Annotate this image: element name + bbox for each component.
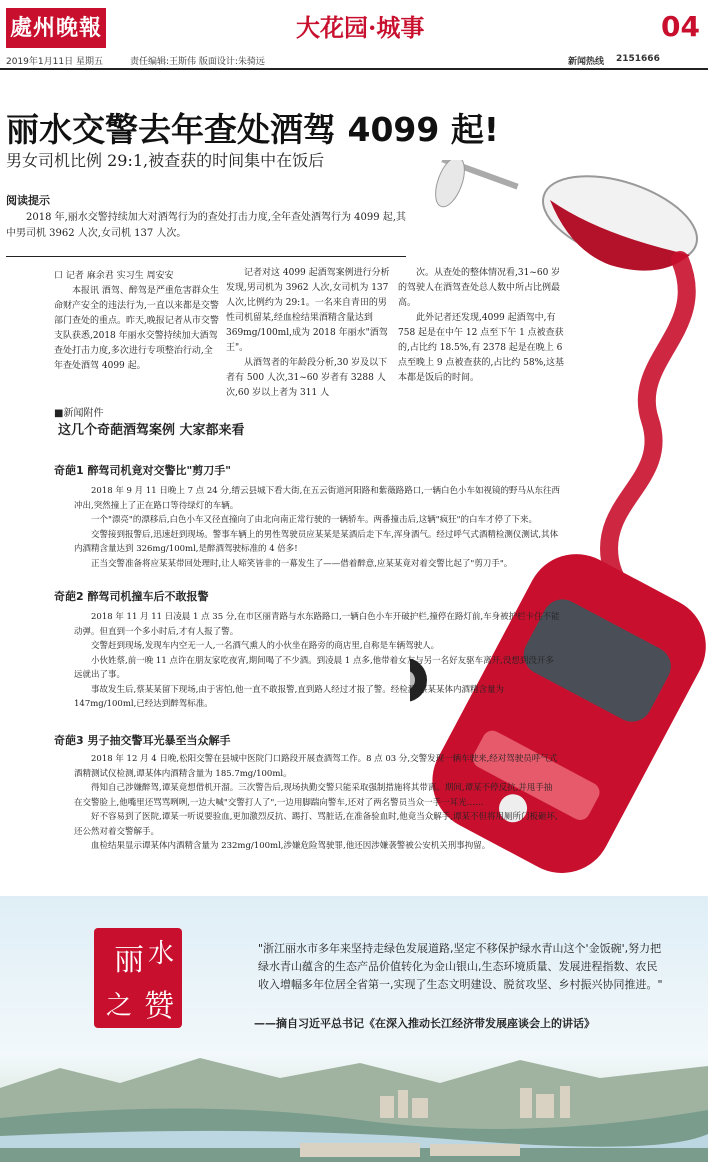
news-annex-label: ■新闻附件: [54, 408, 104, 419]
article-column-1: [54, 284, 220, 374]
page-number: 04: [661, 10, 700, 43]
hotline-number: 2151666: [616, 54, 660, 64]
paragraph: 血检结果显示谭某体内酒精含量为 232mg/100ml,涉嫌危险驾驶罪,他还因涉嫌袭警被公安机关刑事拘留。: [91, 841, 491, 851]
paragraph: 事故发生后,蔡某某留下现场,由于害怕,他一直不敢报警,直到路人经过才报了警。经检测,蔡某某体内酒精含量为 147mg/100ml,已经达到醉驾标准。: [74, 684, 505, 709]
byline: 口 记者 麻余君 实习生 周安安: [54, 271, 174, 281]
paragraph: 好不容易到了医院,谭某一听说要验血,更加激烈反抗、踢打、骂脏话,在准备验血时,他竟当众解手,谭某不但将用厕所门板砸坏,还公然对着交警解手。: [74, 812, 558, 837]
seal-char: 之: [106, 991, 133, 1021]
editor-credits: 责任编辑:王斯伟 版面设计:朱骑远: [130, 57, 265, 67]
city-skyline-image: [0, 1048, 708, 1162]
paragraph: 交警接到报警后,迅速赶到现场。警事车辆上的男性驾驶员应某某是某酒后走下车,浑身酒气。经过呼气式酒精检测仪测试,其体内酒精含量达到 326mg/100ml,是醉酒驾驶标准的 4 倍多!: [74, 529, 559, 554]
banner-quote-source: ——摘自习近平总书记《在深入推动长江经济带发展座谈会上的讲话》: [254, 1017, 595, 1030]
case-1-title: 奇葩1 醉驾司机竟对交警比"剪刀手": [54, 464, 231, 477]
news-annex-title: 这几个奇葩酒驾案例 大家都来看: [58, 423, 245, 438]
paragraph: 正当交警准备将应某某带回处理时,让人啼笑皆非的一幕发生了——借着醉意,应某某竟对着交警比起了"剪刀手"。: [91, 558, 513, 569]
paragraph: 2018 年 9 月 11 日晚上 7 点 24 分,缙云县城下看大街,在五云街道河阳路和紫薇路路口,一辆白色小车如视镜的野马从东往西冲出,突然撞上了正在路口等待绿灯的车辆。: [74, 486, 561, 511]
issue-date: 2019年1月11日 星期五: [6, 57, 103, 67]
banner-quote: "浙江丽水市多年来坚持走绿色发展道路,坚定不移保护绿水青山这个'金饭碗',努力把绿水青山蕴含的生态产品价值转化为金山银山,生态环境质量、发展进程指数、农民收入增幅多年位居全省第一,实现了生态文明建设、脱贫攻坚、乡村振兴协同推进。": [258, 942, 663, 991]
article-column-3: [398, 266, 568, 386]
guide-rule: [6, 256, 406, 257]
case-2-body: [74, 610, 560, 712]
masthead: [0, 0, 708, 52]
paragraph: 交警赶到现场,发现车内空无一人,一名酒气熏人的小伙坐在路旁的商店里,自称是车辆驾驶人。: [91, 641, 440, 651]
paragraph: 得知自己涉嫌醉驾,谭某竟想借机开溜。三次警告后,现场执勤交警只能采取强制措施将其带离。期间,谭某不停反抗,并甩手抽在交警脸上,他嘴里还骂骂咧咧,一边大喊"交警打人了",一边用脚踹向警车,还对了两名警员当众一手一耳光……: [74, 783, 553, 808]
paragraph: 从酒驾者的年龄段分析,30 岁及以下者有 500 人次,31~60 岁者有 3288 人次,60 岁以上者为 311 人: [226, 358, 388, 398]
subheadline: 男女司机比例 29:1,被查获的时间集中在饭后: [6, 151, 325, 170]
paragraph: 本报讯 酒驾、醉驾是严重危害群众生命财产安全的违法行为,一直以来都是交警部门查处的重点。昨天,晚报记者从市交警支队获悉,2018 年丽水交警持续加大酒驾查处打击力度,多次进行专项整治行动,全年查处酒驾 4099 起。: [54, 286, 219, 371]
hotline-label: 新闻热线: [568, 57, 605, 67]
paragraph: 记者对这 4099 起酒驾案例进行分析发现,男司机为 3962 人次,女司机为 137 人次,比例约为 29:1。一名来自青田的男性司机留某,经血检结果酒精含量达到 369mg/100ml,成为 2018 年丽水"酒驾王"。: [226, 268, 390, 353]
seal-char: 丽: [114, 943, 144, 978]
paragraph: 小伙姓蔡,前一晚 11 点许在朋友家吃夜宵,期间喝了不少酒。到凌晨 1 点多,他带着女友与另一名好友驱车离开,没想到没开多远就出了事。: [74, 655, 554, 680]
paragraph: 此外记者还发现,4099 起酒驾中,有 758 起是在中午 12 点至下午 1 点被查获的,占比约 18.5%,有 2378 起是在晚上 6 点至晚上 9 点被查获的,占比约 58%,这基本都是饭后的时间。: [398, 313, 565, 383]
wine-glass-icon: [430, 160, 708, 281]
dateline: [0, 54, 708, 68]
paragraph: 一个"漂亮"的漂移后,白色小车又径直撞向了由北向南正常行驶的一辆轿车。两番撞击后,这辆"疯狂"的白车才停了下来。: [91, 515, 538, 525]
case-2-title: 奇葩2 醉驾司机撞车后不敢报警: [54, 590, 209, 603]
article-column-2: [226, 266, 392, 401]
headline: 丽水交警去年查处酒驾 4099 起!: [6, 110, 499, 149]
case-1-body: [74, 484, 560, 571]
paper-logo: 處州晚報: [6, 8, 106, 48]
reading-guide-title: 阅读提示: [6, 194, 50, 207]
paragraph: 次。从查处的整体情况看,31~60 岁的驾驶人在酒驾查处总人数中所占比例最高。: [398, 268, 561, 308]
lishui-seal-icon: [92, 926, 184, 1030]
case-3-body: [74, 752, 560, 854]
case-3-title: 奇葩3 男子抽交警耳光暴至当众解手: [54, 734, 231, 747]
seal-char: 赞: [144, 989, 174, 1024]
seal-char: 水: [148, 939, 175, 969]
section-title: 大花园·城事: [296, 13, 425, 42]
paragraph: 2018 年 11 月 11 日凌晨 1 点 35 分,在市区丽青路与水东路路口,一辆白色小车开破护栏,撞停在路灯前,车身被护栏卡住不能动弹。但直到一个多小时后,才有人报了警。: [74, 612, 560, 637]
header-rule: [0, 68, 708, 70]
reading-guide-body: 2018 年,丽水交警持续加大对酒驾行为的查处打击力度,全年查处酒驾行为 4099 起,其中男司机 3962 人次,女司机 137 人次。: [6, 212, 406, 239]
paragraph: 2018 年 12 月 4 日晚,松阳交警在县城中医院门口路段开展查酒驾工作。8 点 03 分,交警发现一辆车驶来,经对驾驶员呼气式酒精测试仪检测,谭某体内酒精含量为 185.7mg/100ml。: [74, 754, 558, 779]
